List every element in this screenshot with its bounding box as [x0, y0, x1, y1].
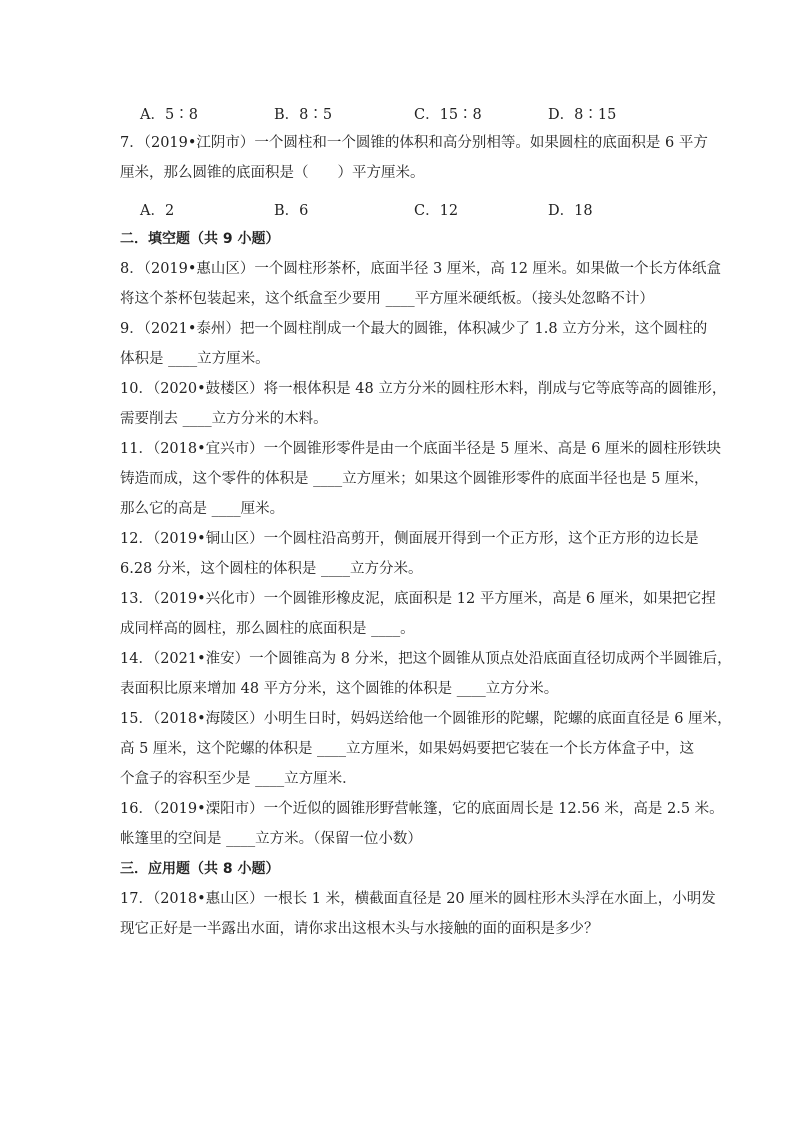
q7-option-a: A．2: [140, 202, 175, 219]
question-9: [120, 314, 708, 374]
question-17: [120, 884, 716, 944]
q17-line-2: 现它正好是一半露出水面，请你求出这根木头与水接触的面的面积是多少？: [120, 921, 599, 937]
question-8: [120, 254, 722, 314]
question-11: [120, 434, 722, 524]
q15-line-1: 15．（2018•海陵区）小明生日时，妈妈送给他一个圆锥形的陀螺，陀螺的底面直径是 6 厘米，: [120, 711, 732, 727]
question-14: [120, 644, 732, 704]
q6-option-d: D．8∶15: [548, 106, 617, 123]
q9-line-2: 体积是 ____立方厘米。: [120, 351, 270, 367]
q7-option-c: C．12: [414, 202, 459, 219]
q6-option-b: B．8∶5: [274, 106, 333, 123]
question-13: [120, 584, 716, 644]
q8-line-1: 8．（2019•惠山区）一个圆柱形茶杯，底面半径 3 厘米，高 12 厘米。如果做一个长方体纸盒: [120, 261, 722, 277]
q7-option-b: B．6: [274, 202, 309, 219]
q17-line-1: 17．（2018•惠山区）一根长 1 米，横截面直径是 20 厘米的圆柱形木头浮在水面上，小明发: [120, 891, 716, 907]
question-content: [120, 98, 732, 944]
q11-line-3: 那么它的高是 ____厘米。: [120, 501, 285, 517]
section-2-heading: 二．填空题（共 9 小题）: [120, 231, 280, 247]
q6-option-c: C．15∶8: [414, 106, 482, 123]
q11-line-2: 铸造而成，这个零件的体积是 ____立方厘米；如果这个圆锥形零件的底面半径也是 5 厘米，: [120, 471, 709, 487]
q10-line-2: 需要削去 ____立方分米的木料。: [120, 411, 328, 427]
q14-line-2: 表面积比原来增加 48 平方分米，这个圆锥的体积是 ____立方分米。: [120, 681, 559, 697]
q13-line-1: 13．（2019•兴化市）一个圆锥形橡皮泥，底面积是 12 平方厘米，高是 6 厘米，如果把它捏: [120, 591, 716, 607]
q6-options: [120, 98, 680, 128]
question-16: [120, 794, 724, 854]
q11-line-1: 11．（2018•宜兴市）一个圆锥形零件是由一个底面半径是 5 厘米、高是 6 厘米的圆柱形铁块: [120, 441, 722, 457]
q16-line-1: 16．（2019•溧阳市）一个近似的圆锥形野营帐篷，它的底面周长是 12.56 米，高是 2.5 米。: [120, 801, 724, 817]
q10-line-1: 10．（2020•鼓楼区）将一根体积是 48 立方分米的圆柱形木料，削成与它等底等高的圆锥形，: [120, 381, 727, 397]
question-10: [120, 374, 727, 434]
q6-option-a: A．5∶8: [140, 106, 198, 123]
q8-line-2: 将这个茶杯包装起来，这个纸盒至少要用 ____平方厘米硬纸板。（接头处忽略不计）: [120, 291, 654, 307]
q15-line-2: 高 5 厘米，这个陀螺的体积是 ____立方厘米，如果妈妈要把它装在一个长方体盒子中，这: [120, 741, 695, 757]
q7-line-1: 7．（2019•江阴市）一个圆柱和一个圆锥的体积和高分别相等。如果圆柱的底面积是 6 平方: [120, 135, 708, 151]
section-3-heading: 三．应用题（共 8 小题）: [120, 861, 280, 877]
question-12: [120, 524, 699, 584]
q7-option-d: D．18: [548, 202, 593, 219]
q9-line-1: 9．（2021•泰州）把一个圆柱削成一个最大的圆锥，体积减少了 1.8 立方分米，这个圆柱的: [120, 321, 708, 337]
q13-line-2: 成同样高的圆柱，那么圆柱的底面积是 ____。: [120, 621, 415, 637]
question-15: [120, 704, 732, 794]
q12-line-1: 12．（2019•铜山区）一个圆柱沿高剪开，侧面展开得到一个正方形，这个正方形的边长是: [120, 531, 699, 547]
q16-line-2: 帐篷里的空间是 ____立方米。（保留一位小数）: [120, 831, 422, 847]
q7-line-2: 厘米，那么圆锥的底面积是（ ）平方厘米。: [120, 165, 425, 181]
q14-line-1: 14．（2021•淮安）一个圆锥高为 8 分米，把这个圆锥从顶点处沿底面直径切成两个半圆锥后，: [120, 651, 732, 667]
q12-line-2: 6.28 分米，这个圆柱的体积是 ____立方分米。: [120, 561, 423, 577]
question-7: [120, 128, 708, 188]
q7-options: [120, 194, 680, 224]
q15-line-3: 个盒子的容积至少是 ____立方厘米．: [120, 771, 357, 787]
